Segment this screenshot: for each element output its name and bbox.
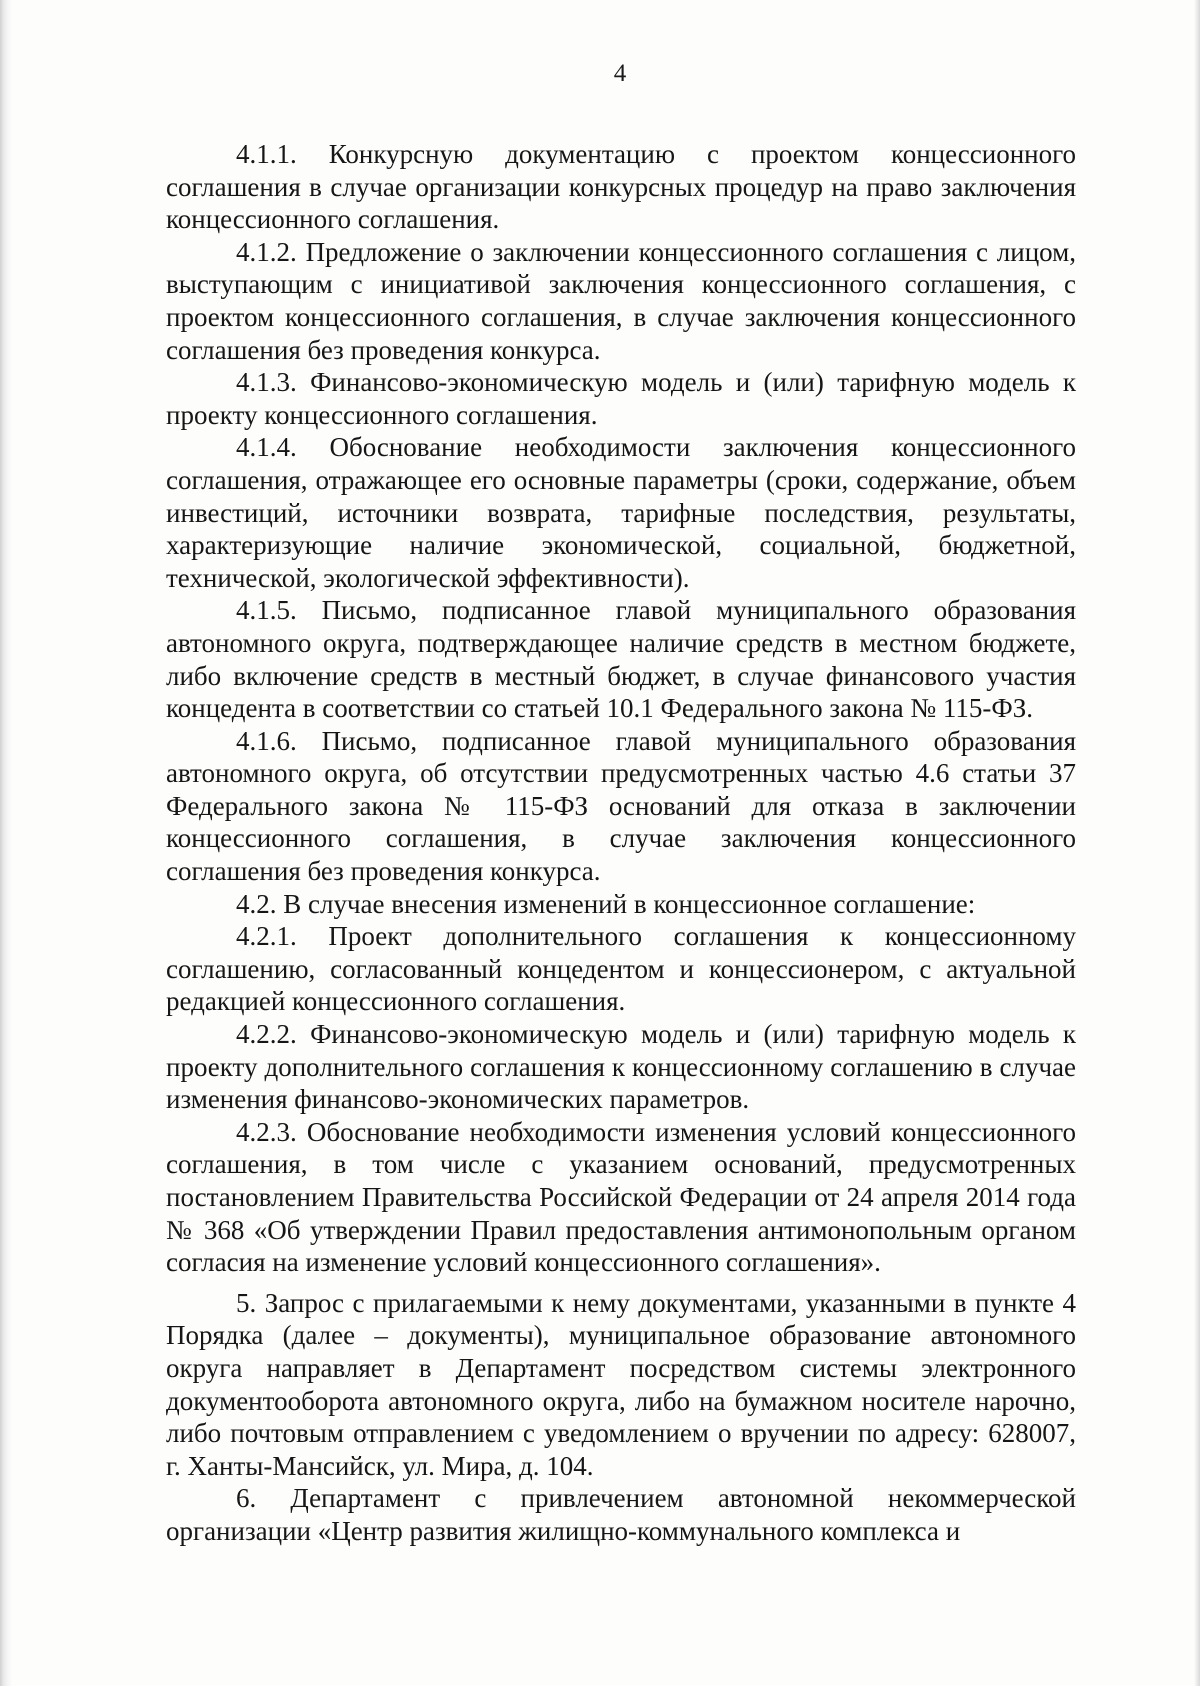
paragraph-4-1-5: 4.1.5. Письмо, подписанное главой муниципального образования автономного округа, подтверждающее наличие средств в местном бюджете, либо включение средств в местный бюджет, в случае финансового участия концедента в соответствии со статьей 10.1 Федерального закона № 115-ФЗ. [166, 595, 1076, 724]
page-number: 4 [613, 60, 627, 87]
paragraph-4-1-4: 4.1.4. Обоснование необходимости заключения концессионного соглашения, отражающее его основные параметры (сроки, содержание, объем инвестиций, источники возврата, тарифные последствия, результаты, характеризующие наличие экономической, социальной, бюджетной, технической, экологической эффективности). [166, 432, 1076, 593]
paragraph-4-1-1: 4.1.1. Конкурсную документацию с проектом концессионного соглашения в случае организации конкурсных процедур на право заключения концессионного соглашения. [166, 139, 1076, 235]
scan-edge-right [1194, 0, 1200, 1686]
paragraph-4-2-3: 4.2.3. Обоснование необходимости изменения условий концессионного соглашения, в том числе с указанием оснований, предусмотренных постановлением Правительства Российской Федерации от 24 апреля 2014 года № 368 «Об утверждении Правил предоставления антимонопольным органом согласия на изменение условий концессионного соглашения». [166, 1116, 1076, 1278]
paragraph-4-1-2: 4.1.2. Предложение о заключении концессионного соглашения с лицом, выступающим с инициативой заключения концессионного соглашения, с проектом концессионного соглашения, в случае заключения концессионного соглашения без проведения конкурса. [166, 236, 1076, 365]
paragraph-4-2-1: 4.2.1. Проект дополнительного соглашения к концессионному соглашению, согласованный концедентом и концессионером, с актуальной редакцией концессионного соглашения. [166, 921, 1076, 1017]
document-body [166, 138, 1076, 1548]
paragraph-4-2: 4.2. В случае внесения изменений в концессионное соглашение: [236, 888, 976, 919]
paragraph-4-2-2: 4.2.2. Финансово-экономическую модель и (или) тарифную модель к проекту дополнительного соглашения к концессионному соглашению в случае изменения финансово-экономических параметров. [166, 1019, 1076, 1115]
paragraph-5: 5. Запрос с прилагаемыми к нему документами, указанными в пункте 4 Порядка (далее – документы), муниципальное образование автономного округа направляет в Департамент посредством системы электронного документооборота автономного округа, либо на бумажном носителе нарочно, либо почтовым отправлением с уведомлением о вручении по адресу: 628007, г. Ханты-Мансийск, ул. Мира, д. 104. [166, 1287, 1076, 1481]
scan-edge-left [0, 0, 12, 1686]
paragraph-4-1-3: 4.1.3. Финансово-экономическую модель и (или) тарифную модель к проекту концессионного соглашения. [166, 367, 1076, 430]
paragraph-6: 6. Департамент с привлечением автономной некоммерческой организации «Центр развития жилищно-коммунального комплекса и [166, 1483, 1076, 1546]
paragraph-4-1-6: 4.1.6. Письмо, подписанное главой муниципального образования автономного округа, об отсутствии предусмотренных частью 4.6 статьи 37 Федерального закона № 115-ФЗ оснований для отказа в заключении концессионного соглашения, в случае заключения концессионного соглашения без проведения конкурса. [166, 725, 1076, 887]
